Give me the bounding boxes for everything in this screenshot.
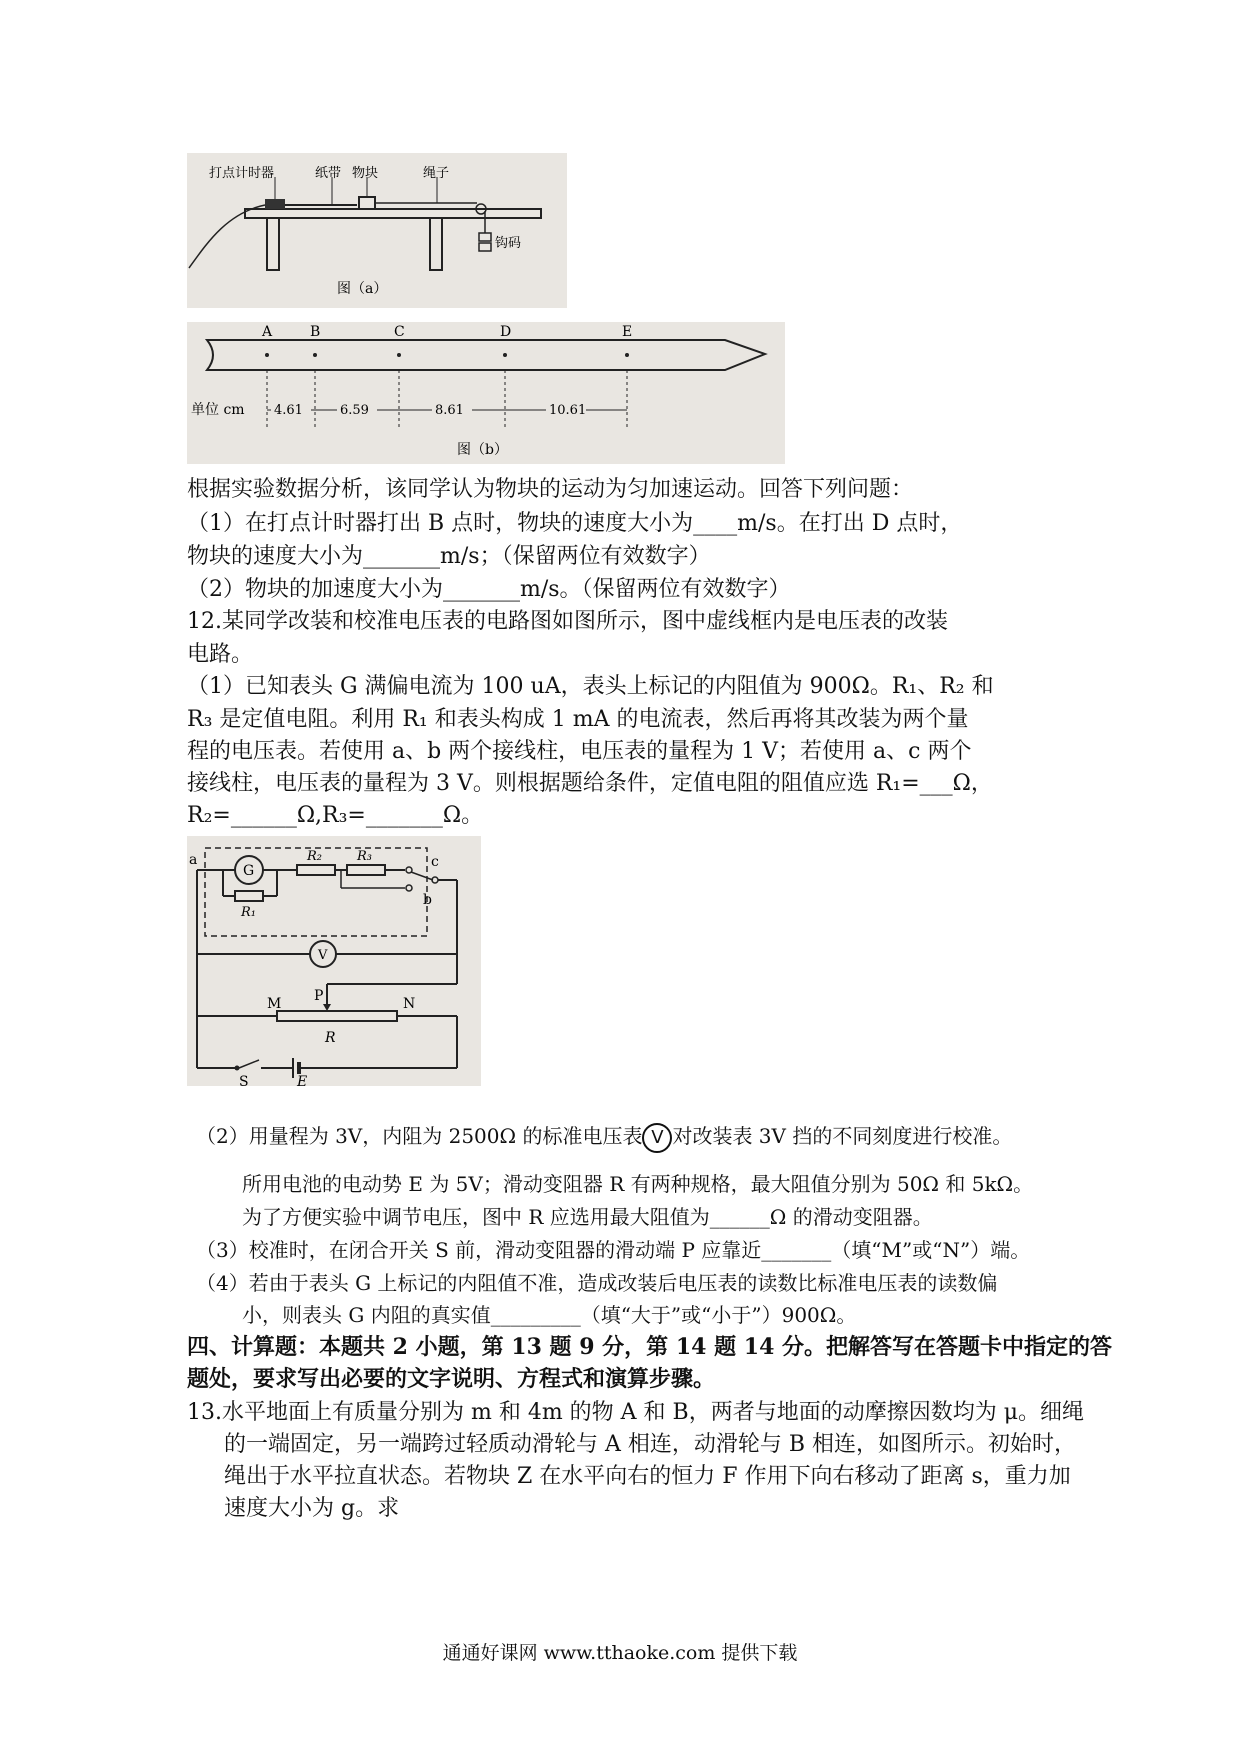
- circuit-figure: [187, 836, 481, 1086]
- q13-line3: 绳出于水平拉直状态。若物块 Z 在水平向右的恒力 F 作用下向右移动了距离 s，重力加: [224, 1464, 1071, 1489]
- label-block: 物块: [352, 166, 379, 181]
- circuit-label-G: G: [243, 863, 255, 879]
- tape-point-label: A: [262, 324, 273, 340]
- figure-a: [187, 153, 567, 308]
- unit-label: 单位 cm: [191, 402, 245, 418]
- tape-point-label: D: [500, 324, 512, 340]
- circuit-label-P: P: [314, 988, 324, 1004]
- q12-part4-line1: （4）若由于表头 G 上标记的内阻值不准，造成改装后电压表的读数比标准电压表的读数偏: [196, 1271, 998, 1295]
- circuit-label-R2: R₂: [307, 849, 322, 864]
- tape-point-label: E: [622, 324, 633, 340]
- segment-length-label: 6.59: [340, 403, 369, 418]
- circuit-label-c: c: [431, 854, 439, 870]
- section4-line1: 四、计算题：本题共 2 小题，第 13 题 9 分，第 14 题 14 分。把解答写在答题卡中指定的答: [187, 1334, 1113, 1360]
- label-weight: 钩码: [495, 236, 522, 251]
- circuit-label-R: R: [325, 1030, 336, 1046]
- q12-part1-line3: 程的电压表。若使用 a、b 两个接线柱，电压表的量程为 1 V；若使用 a、c 两个: [187, 739, 972, 764]
- q12-part1-line4: 接线柱，电压表的量程为 3 V。则根据题给条件，定值电阻的阻值应选 R₁=___Ω，: [187, 771, 993, 796]
- q12-part2-line3: 为了方便实验中调节电压，图中 R 应选用最大阻值为______Ω 的滑动变阻器。: [242, 1205, 933, 1229]
- q12-part2-line1: [196, 1120, 1012, 1153]
- q12-part2-line1-b: 对改装表 3V 挡的不同刻度进行校准。: [672, 1124, 1013, 1148]
- circuit-label-S: S: [239, 1074, 249, 1086]
- q11-intro: 根据实验数据分析，该同学认为物块的运动为匀加速运动。回答下列问题：: [187, 477, 914, 502]
- q12-line1: 12.某同学改装和校准电压表的电路图如图所示，图中虚线框内是电压表的改装: [187, 609, 948, 634]
- circuit-label-R3: R₃: [357, 849, 372, 864]
- circuit-label-E: E: [297, 1074, 308, 1086]
- label-tape: 纸带: [315, 166, 342, 181]
- figure-b-drawing: [187, 322, 785, 464]
- q12-part2-line1-a: （2）用量程为 3V，内阻为 2500Ω 的标准电压表: [196, 1124, 643, 1148]
- q12-part1-line2: R₃ 是定值电阻。利用 R₁ 和表头构成 1 mA 的电流表，然后再将其改装为两个量: [187, 707, 969, 732]
- q12-line2: 电路。: [187, 642, 254, 667]
- circuit-label-V: V: [318, 948, 328, 963]
- q12-part1-line5: R₂=______Ω,R₃=_______Ω。: [187, 803, 484, 828]
- q12-part1-line1: （1）已知表头 G 满偏电流为 100 uA，表头上标记的内阻值为 900Ω。R₁、R₂ 和: [187, 674, 994, 699]
- q12-part3: （3）校准时，在闭合开关 S 前，滑动变阻器的滑动端 P 应靠近_______（填“M”或“N”）端。: [196, 1238, 1031, 1262]
- q12-part2-line2: 所用电池的电动势 E 为 5V；滑动变阻器 R 有两种规格，最大阻值分别为 50Ω 和 5kΩ。: [242, 1172, 1034, 1196]
- tape-dot: [503, 353, 507, 357]
- tape-point-label: B: [310, 324, 321, 340]
- q12-part4-line2: 小，则表头 G 内阻的真实值_________（填“大于”或“小于”）900Ω。: [242, 1303, 857, 1327]
- figure-b-caption: 图（b）: [457, 442, 508, 458]
- tape-dot: [313, 353, 317, 357]
- page-footer: 通通好课网 www.tthaoke.com 提供下载: [442, 1642, 798, 1664]
- tape-dot: [265, 353, 269, 357]
- label-rope: 绳子: [423, 166, 450, 181]
- circuit-label-M: M: [267, 996, 282, 1012]
- segment-length-label: 8.61: [435, 403, 464, 418]
- section4-line2: 题处，要求写出必要的文字说明、方程式和演算步骤。: [187, 1366, 716, 1392]
- figure-a-caption: 图（a）: [337, 281, 388, 297]
- voltmeter-icon: V: [642, 1123, 672, 1153]
- q13-line1: 13.水平地面上有质量分别为 m 和 4m 的物 A 和 B，两者与地面的动摩擦因数均为 μ。细绳: [187, 1400, 1085, 1425]
- figure-b: [187, 322, 785, 464]
- q11-part1-line1: （1）在打点计时器打出 B 点时，物块的速度大小为____m/s。在打出 D 点时，: [187, 511, 963, 536]
- circuit-label-R1: R₁: [241, 905, 256, 920]
- figure-a-drawing: [187, 153, 567, 308]
- circuit-label-b: b: [423, 892, 432, 908]
- q13-line2: 的一端固定，另一端跨过轻质动滑轮与 A 相连，动滑轮与 B 相连，如图所示。初始时，: [224, 1432, 1077, 1457]
- q11-part1-line2: 物块的速度大小为_______m/s；（保留两位有效数字）: [187, 544, 711, 569]
- label-timer: 打点计时器: [209, 166, 275, 181]
- q11-part2: （2）物块的加速度大小为_______m/s。（保留两位有效数字）: [187, 577, 791, 602]
- segment-length-label: 4.61: [274, 403, 303, 418]
- circuit-label-a: a: [189, 852, 198, 868]
- tape-dot: [625, 353, 629, 357]
- tape-dot: [397, 353, 401, 357]
- tape-point-label: C: [394, 324, 405, 340]
- q13-line4: 速度大小为 g。求: [224, 1496, 400, 1521]
- circuit-drawing: [187, 836, 481, 1086]
- segment-length-label: 10.61: [549, 403, 587, 418]
- circuit-label-N: N: [403, 996, 416, 1012]
